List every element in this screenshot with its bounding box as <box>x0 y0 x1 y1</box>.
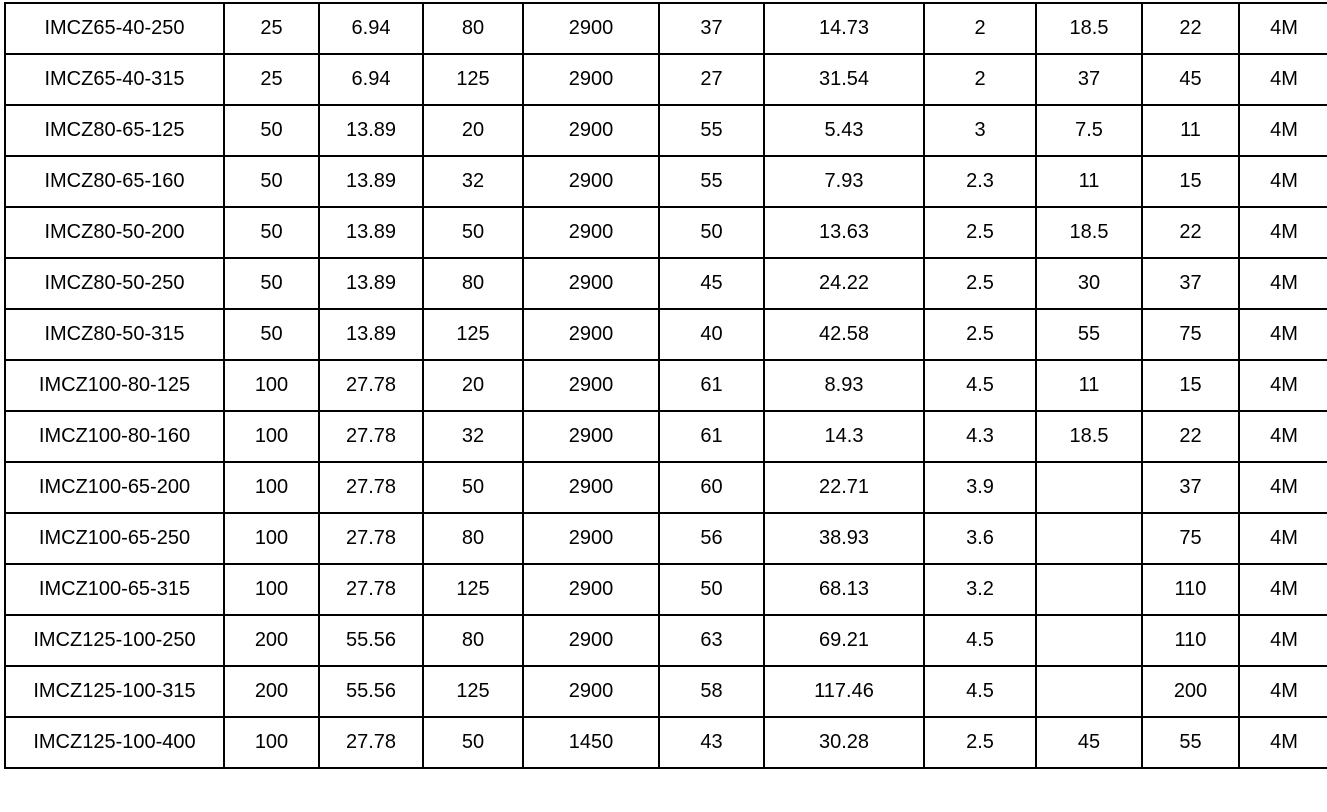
table-cell: 68.13 <box>764 564 924 615</box>
table-cell: 110 <box>1142 615 1239 666</box>
cell-model: IMCZ100-65-200 <box>5 462 224 513</box>
table-cell: 2 <box>924 3 1036 54</box>
table-cell: 2.5 <box>924 258 1036 309</box>
table-cell: 2900 <box>523 615 659 666</box>
table-cell: 61 <box>659 360 764 411</box>
table-cell: 7.93 <box>764 156 924 207</box>
table-cell: 22 <box>1142 207 1239 258</box>
table-cell: 2900 <box>523 3 659 54</box>
cell-model: IMCZ80-50-250 <box>5 258 224 309</box>
table-cell: 55.56 <box>319 615 423 666</box>
table-cell: 125 <box>423 564 523 615</box>
table-cell: 63 <box>659 615 764 666</box>
table-cell: 2.5 <box>924 309 1036 360</box>
table-cell: 60 <box>659 462 764 513</box>
table-row <box>5 54 1327 105</box>
table-cell: 4M <box>1239 54 1327 105</box>
table-cell: 4.5 <box>924 615 1036 666</box>
table-cell: 3.9 <box>924 462 1036 513</box>
table-cell: 100 <box>224 513 319 564</box>
cell-model: IMCZ125-100-400 <box>5 717 224 768</box>
table-row <box>5 207 1327 258</box>
table-cell: 100 <box>224 564 319 615</box>
table-cell: 27.78 <box>319 360 423 411</box>
table-cell: 32 <box>423 411 523 462</box>
table-cell: 55 <box>659 105 764 156</box>
cell-model: IMCZ100-65-315 <box>5 564 224 615</box>
table-cell: 22 <box>1142 411 1239 462</box>
table-cell: 50 <box>423 462 523 513</box>
table-cell: 3.2 <box>924 564 1036 615</box>
table-cell: 4M <box>1239 513 1327 564</box>
table-cell: 15 <box>1142 156 1239 207</box>
table-cell: 100 <box>224 360 319 411</box>
table-cell: 18.5 <box>1036 411 1142 462</box>
table-cell: 50 <box>659 564 764 615</box>
table-cell: 50 <box>224 207 319 258</box>
table-cell: 2900 <box>523 105 659 156</box>
table-cell: 11 <box>1036 360 1142 411</box>
cell-model: IMCZ100-80-160 <box>5 411 224 462</box>
table-cell: 4.3 <box>924 411 1036 462</box>
table-cell: 200 <box>224 666 319 717</box>
table-cell: 7.5 <box>1036 105 1142 156</box>
table-cell: 13.89 <box>319 207 423 258</box>
table-cell: 27.78 <box>319 513 423 564</box>
table-cell: 117.46 <box>764 666 924 717</box>
table-cell: 14.73 <box>764 3 924 54</box>
table-cell: 50 <box>224 258 319 309</box>
table-row <box>5 3 1327 54</box>
table-cell: 20 <box>423 360 523 411</box>
table-cell: 2900 <box>523 462 659 513</box>
table-row <box>5 411 1327 462</box>
table-cell: 2 <box>924 54 1036 105</box>
cell-model: IMCZ80-65-125 <box>5 105 224 156</box>
table-cell <box>1036 513 1142 564</box>
table-cell: 45 <box>1142 54 1239 105</box>
table-cell: 2900 <box>523 54 659 105</box>
table-cell: 3.6 <box>924 513 1036 564</box>
table-cell: 2900 <box>523 156 659 207</box>
table-row <box>5 666 1327 717</box>
table-cell: 42.58 <box>764 309 924 360</box>
table-cell: 4M <box>1239 156 1327 207</box>
table-cell: 4M <box>1239 462 1327 513</box>
cell-model: IMCZ65-40-250 <box>5 3 224 54</box>
table-row <box>5 258 1327 309</box>
cell-model: IMCZ80-50-315 <box>5 309 224 360</box>
table-cell: 5.43 <box>764 105 924 156</box>
table-cell: 13.63 <box>764 207 924 258</box>
table-cell: 43 <box>659 717 764 768</box>
table-cell: 4.5 <box>924 666 1036 717</box>
table-row <box>5 717 1327 768</box>
table-cell: 11 <box>1142 105 1239 156</box>
table-cell: 2900 <box>523 258 659 309</box>
table-cell: 30.28 <box>764 717 924 768</box>
table-cell: 18.5 <box>1036 207 1142 258</box>
table-cell: 4M <box>1239 411 1327 462</box>
table-cell: 3 <box>924 105 1036 156</box>
table-cell: 27 <box>659 54 764 105</box>
table-cell: 31.54 <box>764 54 924 105</box>
table-cell: 2900 <box>523 309 659 360</box>
table-row <box>5 513 1327 564</box>
table-cell: 2.5 <box>924 717 1036 768</box>
table-cell: 125 <box>423 666 523 717</box>
table-row <box>5 309 1327 360</box>
table-cell: 55 <box>659 156 764 207</box>
table-cell: 2900 <box>523 207 659 258</box>
table-cell: 37 <box>1142 462 1239 513</box>
table-cell: 37 <box>1036 54 1142 105</box>
table-cell: 2900 <box>523 411 659 462</box>
cell-model: IMCZ125-100-250 <box>5 615 224 666</box>
table-cell: 50 <box>423 207 523 258</box>
table-cell: 14.3 <box>764 411 924 462</box>
table-cell: 55.56 <box>319 666 423 717</box>
table-cell: 2900 <box>523 360 659 411</box>
table-cell: 50 <box>423 717 523 768</box>
table-cell: 50 <box>224 156 319 207</box>
table-cell: 61 <box>659 411 764 462</box>
table-cell: 100 <box>224 411 319 462</box>
table-cell: 80 <box>423 513 523 564</box>
table-cell: 125 <box>423 54 523 105</box>
table-cell: 69.21 <box>764 615 924 666</box>
table-cell: 2900 <box>523 564 659 615</box>
table-cell: 100 <box>224 462 319 513</box>
cell-model: IMCZ100-80-125 <box>5 360 224 411</box>
table-cell: 110 <box>1142 564 1239 615</box>
table-cell: 25 <box>224 3 319 54</box>
table-cell: 6.94 <box>319 3 423 54</box>
table-cell <box>1036 564 1142 615</box>
table-cell: 30 <box>1036 258 1142 309</box>
table-cell: 37 <box>659 3 764 54</box>
table-cell: 4M <box>1239 615 1327 666</box>
table-cell: 20 <box>423 105 523 156</box>
table-cell: 80 <box>423 3 523 54</box>
table-body <box>5 3 1327 768</box>
pump-specification-table <box>4 2 1327 769</box>
table-cell: 40 <box>659 309 764 360</box>
table-cell: 50 <box>224 105 319 156</box>
table-cell <box>1036 462 1142 513</box>
table-cell: 27.78 <box>319 564 423 615</box>
table-cell: 80 <box>423 258 523 309</box>
table-cell: 15 <box>1142 360 1239 411</box>
table-cell: 100 <box>224 717 319 768</box>
table-row <box>5 105 1327 156</box>
table-cell: 13.89 <box>319 156 423 207</box>
table-cell: 4M <box>1239 309 1327 360</box>
table-row <box>5 360 1327 411</box>
table-cell: 38.93 <box>764 513 924 564</box>
table-cell: 27.78 <box>319 411 423 462</box>
table-row <box>5 564 1327 615</box>
table-cell: 4M <box>1239 207 1327 258</box>
table-cell: 125 <box>423 309 523 360</box>
table-cell: 56 <box>659 513 764 564</box>
table-cell: 32 <box>423 156 523 207</box>
table-cell: 2.3 <box>924 156 1036 207</box>
table-cell: 27.78 <box>319 462 423 513</box>
table-cell: 11 <box>1036 156 1142 207</box>
table-row <box>5 156 1327 207</box>
table-cell: 2900 <box>523 513 659 564</box>
table-row <box>5 615 1327 666</box>
table-cell: 4M <box>1239 564 1327 615</box>
table-cell: 50 <box>224 309 319 360</box>
table-cell: 13.89 <box>319 309 423 360</box>
table-cell <box>1036 666 1142 717</box>
table-cell: 27.78 <box>319 717 423 768</box>
table-cell: 13.89 <box>319 105 423 156</box>
table-cell: 25 <box>224 54 319 105</box>
table-cell: 4M <box>1239 3 1327 54</box>
table-cell: 2900 <box>523 666 659 717</box>
table-cell: 4M <box>1239 105 1327 156</box>
table-cell <box>1036 615 1142 666</box>
table-cell: 200 <box>1142 666 1239 717</box>
table-cell: 4.5 <box>924 360 1036 411</box>
table-cell: 22 <box>1142 3 1239 54</box>
cell-model: IMCZ65-40-315 <box>5 54 224 105</box>
table-row <box>5 462 1327 513</box>
table-cell: 75 <box>1142 309 1239 360</box>
table-cell: 4M <box>1239 360 1327 411</box>
table-cell: 18.5 <box>1036 3 1142 54</box>
table-cell: 200 <box>224 615 319 666</box>
cell-model: IMCZ125-100-315 <box>5 666 224 717</box>
table-cell: 1450 <box>523 717 659 768</box>
table-cell: 55 <box>1142 717 1239 768</box>
table-cell: 4M <box>1239 258 1327 309</box>
table-cell: 45 <box>659 258 764 309</box>
table-cell: 8.93 <box>764 360 924 411</box>
table-cell: 24.22 <box>764 258 924 309</box>
table-cell: 45 <box>1036 717 1142 768</box>
table-cell: 75 <box>1142 513 1239 564</box>
table-cell: 22.71 <box>764 462 924 513</box>
table-cell: 4M <box>1239 717 1327 768</box>
table-cell: 4M <box>1239 666 1327 717</box>
table-cell: 55 <box>1036 309 1142 360</box>
table-cell: 50 <box>659 207 764 258</box>
table-cell: 6.94 <box>319 54 423 105</box>
table-cell: 80 <box>423 615 523 666</box>
table-cell: 58 <box>659 666 764 717</box>
cell-model: IMCZ80-50-200 <box>5 207 224 258</box>
cell-model: IMCZ80-65-160 <box>5 156 224 207</box>
table-cell: 2.5 <box>924 207 1036 258</box>
cell-model: IMCZ100-65-250 <box>5 513 224 564</box>
table-cell: 13.89 <box>319 258 423 309</box>
table-cell: 37 <box>1142 258 1239 309</box>
